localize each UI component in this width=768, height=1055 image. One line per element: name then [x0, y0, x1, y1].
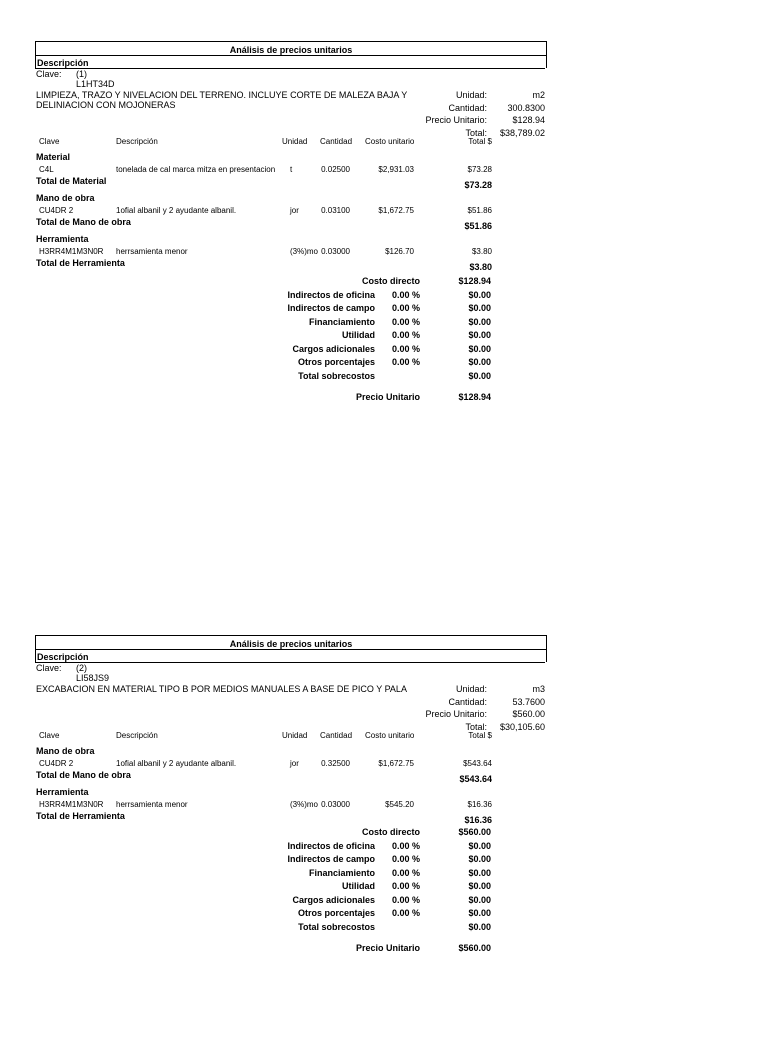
indirect-pct: 0.00 % [392, 316, 421, 327]
indirect-pct: 0.00 % [392, 894, 421, 905]
price-analysis-sheet [0, 41, 768, 461]
col-unidad: Unidad [282, 731, 308, 740]
indirect-label: Financiamiento [308, 867, 375, 878]
group-total-label: Total de Material [36, 176, 107, 186]
clave-label: Clave: [36, 663, 62, 673]
precio-unitario-value: $128.94 [458, 392, 491, 402]
summary-label: Unidad: [455, 90, 487, 100]
indirect-value: $0.00 [468, 316, 491, 327]
header-bottom-rule [35, 68, 545, 69]
indirect-label: Total sobrecostos [298, 370, 375, 381]
precio-unitario-label: Precio Unitario [355, 392, 420, 402]
indirect-pct: 0.00 % [392, 854, 421, 864]
item-unidad: jor [290, 759, 299, 768]
indirect-value: $0.00 [468, 289, 491, 300]
group-total-label: Total de Herramienta [36, 258, 125, 268]
summary-value: $128.94 [512, 115, 545, 125]
indirect-label: Total sobrecostos [298, 921, 375, 932]
indirect-pct: 0.00 % [392, 343, 421, 354]
sheet-header [35, 635, 547, 662]
summary-value: m2 [532, 90, 545, 100]
summary-value: $38,789.02 [499, 127, 545, 138]
item-descripcion: herrsamienta menor [116, 800, 188, 809]
group-total-value: $73.28 [464, 180, 492, 190]
item-cantidad: 0.03100 [321, 206, 350, 215]
col-clave: Clave [39, 731, 60, 740]
indirect-label: Cargos adicionales [292, 894, 375, 905]
item-number: (1) [76, 69, 87, 79]
item-total: $543.64 [463, 759, 492, 768]
item-total: $3.80 [471, 247, 492, 256]
item-unidad: (3%)mo [290, 247, 319, 256]
item-code: L1HT34D [76, 79, 115, 89]
group-title: Material [36, 152, 71, 162]
indirect-label: Cargos adicionales [292, 343, 375, 354]
indirect-value: $0.00 [468, 854, 491, 864]
summary-label: Cantidad: [448, 102, 487, 113]
precio-unitario-label: Precio Unitario [355, 943, 420, 953]
indirect-pct: 0.00 % [392, 357, 421, 367]
summary-label: Total: [465, 127, 487, 138]
item-description-line: DELINIACION CON MOJONERAS [36, 100, 176, 110]
indirect-value: $0.00 [468, 908, 491, 918]
indirect-value: $0.00 [468, 303, 491, 313]
summary-value: $30,105.60 [499, 721, 545, 732]
indirect-value: $0.00 [468, 894, 491, 905]
indirect-value: $0.00 [468, 370, 491, 381]
group-title: Mano de obra [36, 193, 95, 203]
item-descripcion: 1ofial albanil y 2 ayudante albanil. [116, 206, 237, 215]
indirect-label: Otros porcentajes [297, 357, 375, 367]
costo-directo-label: Costo directo [361, 276, 420, 286]
summary-value: $560.00 [512, 709, 545, 719]
indirect-value: $0.00 [468, 921, 491, 932]
summary-label: Precio Unitario: [425, 115, 487, 125]
item-unidad: jor [290, 206, 299, 215]
item-unidad: (3%)mo [290, 800, 319, 809]
sheet-title: Análisis de precios unitarios [229, 639, 353, 649]
indirect-value: $0.00 [468, 867, 491, 878]
col-costo: Costo unitario [365, 137, 415, 146]
clave-label: Clave: [36, 69, 62, 79]
sheet-header [35, 41, 547, 68]
indirect-value: $0.00 [468, 881, 491, 891]
item-costo: $545.20 [385, 800, 414, 809]
item-code: LI58JS9 [76, 673, 110, 683]
summary-label: Total: [465, 721, 487, 732]
col-descripcion: Descripción [116, 137, 158, 146]
group-total-label: Total de Mano de obra [36, 217, 131, 227]
item-description-line: LIMPIEZA, TRAZO Y NIVELACION DEL TERRENO. INCLUYE CORTE DE MALEZA BAJA Y [36, 90, 408, 100]
costo-directo-value: $128.94 [458, 276, 491, 286]
indirect-label: Otros porcentajes [297, 908, 375, 918]
indirect-value: $0.00 [468, 330, 491, 340]
col-total: Total $ [468, 731, 492, 740]
col-descripcion: Descripción [116, 731, 158, 740]
summary-value: 300.8300 [507, 102, 545, 113]
indirect-label: Financiamiento [308, 316, 375, 327]
group-total-value: $16.36 [464, 815, 492, 825]
indirect-pct: 0.00 % [392, 867, 421, 878]
header-bottom-rule [35, 662, 545, 663]
description-header: Descripción [37, 58, 89, 68]
col-total: Total $ [468, 137, 492, 146]
item-cantidad: 0.02500 [321, 165, 350, 174]
item-costo: $1,672.75 [378, 759, 414, 768]
indirect-pct: 0.00 % [392, 330, 421, 340]
indirect-value: $0.00 [468, 840, 491, 851]
item-number: (2) [76, 663, 87, 673]
item-descripcion: herrsamienta menor [116, 247, 188, 256]
group-total-value: $3.80 [469, 262, 492, 272]
price-analysis-sheet [0, 635, 768, 1055]
item-description-line: EXCABACION EN MATERIAL TIPO B POR MEDIOS MANUALES A BASE DE PICO Y PALA [36, 684, 407, 694]
costo-directo-value: $560.00 [458, 827, 491, 837]
col-clave: Clave [39, 137, 60, 146]
indirect-label: Indirectos de campo [287, 854, 375, 864]
summary-value: m3 [532, 684, 545, 694]
item-clave: H3RR4M1M3N0R [39, 247, 104, 256]
description-header: Descripción [37, 652, 89, 662]
item-clave: CU4DR 2 [39, 206, 74, 215]
item-total: $16.36 [467, 800, 492, 809]
summary-value: 53.7600 [512, 696, 545, 707]
sheet-title: Análisis de precios unitarios [229, 45, 353, 55]
col-cantidad: Cantidad [320, 137, 353, 146]
group-total-label: Total de Mano de obra [36, 770, 131, 780]
item-total: $73.28 [467, 165, 492, 174]
indirect-label: Indirectos de campo [287, 303, 375, 313]
indirect-label: Indirectos de oficina [287, 840, 375, 851]
col-cantidad: Cantidad [320, 731, 353, 740]
col-unidad: Unidad [282, 137, 308, 146]
group-total-value: $51.86 [464, 221, 492, 231]
item-cantidad: 0.03000 [321, 247, 350, 256]
group-total-label: Total de Herramienta [36, 811, 125, 821]
header-divider [36, 55, 546, 56]
costo-directo-label: Costo directo [361, 827, 420, 837]
group-title: Herramienta [36, 234, 89, 244]
summary-label: Unidad: [455, 684, 487, 694]
item-clave: CU4DR 2 [39, 759, 74, 768]
indirect-label: Utilidad [342, 330, 375, 340]
item-costo: $2,931.03 [378, 165, 414, 174]
item-cantidad: 0.32500 [321, 759, 350, 768]
indirect-value: $0.00 [468, 343, 491, 354]
item-clave: H3RR4M1M3N0R [39, 800, 104, 809]
indirect-value: $0.00 [468, 357, 491, 367]
indirect-pct: 0.00 % [392, 303, 421, 313]
indirect-pct: 0.00 % [392, 289, 421, 300]
item-costo: $126.70 [385, 247, 414, 256]
group-total-value: $543.64 [459, 774, 492, 784]
item-total: $51.86 [467, 206, 492, 215]
item-cantidad: 0.03000 [321, 800, 350, 809]
group-title: Herramienta [36, 787, 89, 797]
summary-label: Precio Unitario: [425, 709, 487, 719]
item-descripcion: 1ofial albanil y 2 ayudante albanil. [116, 759, 237, 768]
header-divider [36, 649, 546, 650]
precio-unitario-value: $560.00 [458, 943, 491, 953]
item-costo: $1,672.75 [378, 206, 414, 215]
summary-label: Cantidad: [448, 696, 487, 707]
item-descripcion: tonelada de cal marca mitza en presentacion [116, 165, 276, 174]
indirect-pct: 0.00 % [392, 840, 421, 851]
indirect-pct: 0.00 % [392, 908, 421, 918]
group-title: Mano de obra [36, 746, 95, 756]
indirect-pct: 0.00 % [392, 881, 421, 891]
indirect-label: Indirectos de oficina [287, 289, 375, 300]
item-unidad: t [290, 165, 293, 174]
item-clave: C4L [39, 165, 54, 174]
col-costo: Costo unitario [365, 731, 415, 740]
indirect-label: Utilidad [342, 881, 375, 891]
